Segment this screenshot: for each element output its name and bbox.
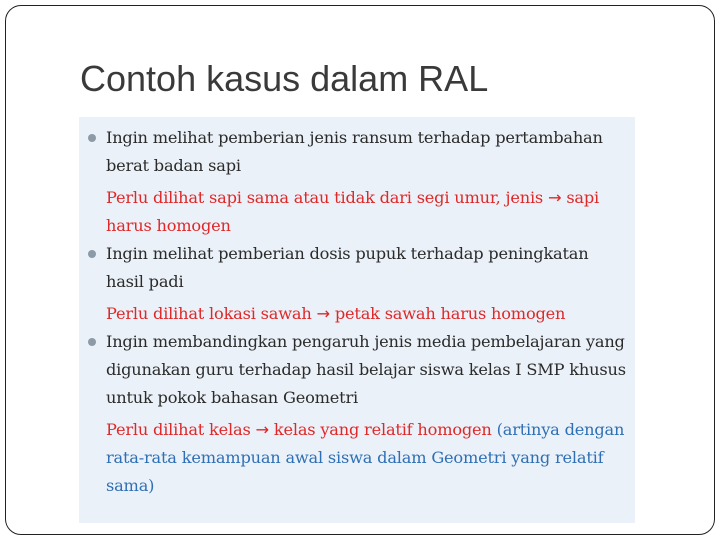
arrow-icon: → — [255, 420, 269, 439]
arrow-icon: → — [547, 188, 562, 207]
slide-title: Contoh kasus dalam RAL — [80, 58, 489, 99]
bullet-text: Ingin membandingkan pengaruh jenis media pembelajaran yang digunakan guru terhadap hasil belajar siswa kelas I SMP khusus untuk pokok bahasan Geometri — [106, 332, 626, 407]
bullet-icon — [88, 250, 96, 258]
bullet-item — [87, 328, 627, 412]
bullet-item — [87, 124, 627, 180]
note-red-text: sapi harus homogen — [106, 188, 600, 235]
bullet-item — [87, 240, 627, 296]
bullet-text: Ingin melihat pemberian jenis ransum terhadap pertambahan berat badan sapi — [106, 128, 603, 175]
note-red-text: Perlu dilihat lokasi sawah — [106, 304, 312, 323]
content-image — [79, 117, 635, 523]
bullet-icon — [88, 338, 96, 346]
bullet-icon — [88, 134, 96, 142]
note-red-text: Perlu dilihat sapi sama atau tidak dari segi umur, jenis — [106, 188, 544, 207]
note-red-text: kelas yang relatif homogen — [273, 420, 492, 439]
note-blue-text: (artinya dengan rata-rata kemampuan awal siswa dalam Geometri yang relatif sama) — [106, 420, 625, 495]
note — [87, 416, 627, 500]
bullet-text: Ingin melihat pemberian dosis pupuk terhadap peningkatan hasil padi — [106, 244, 589, 291]
note — [87, 184, 627, 240]
arrow-icon: → — [316, 304, 330, 323]
note-red-text: Perlu dilihat kelas — [106, 420, 251, 439]
note — [87, 300, 627, 328]
note-red-text: petak sawah harus homogen — [334, 304, 566, 323]
